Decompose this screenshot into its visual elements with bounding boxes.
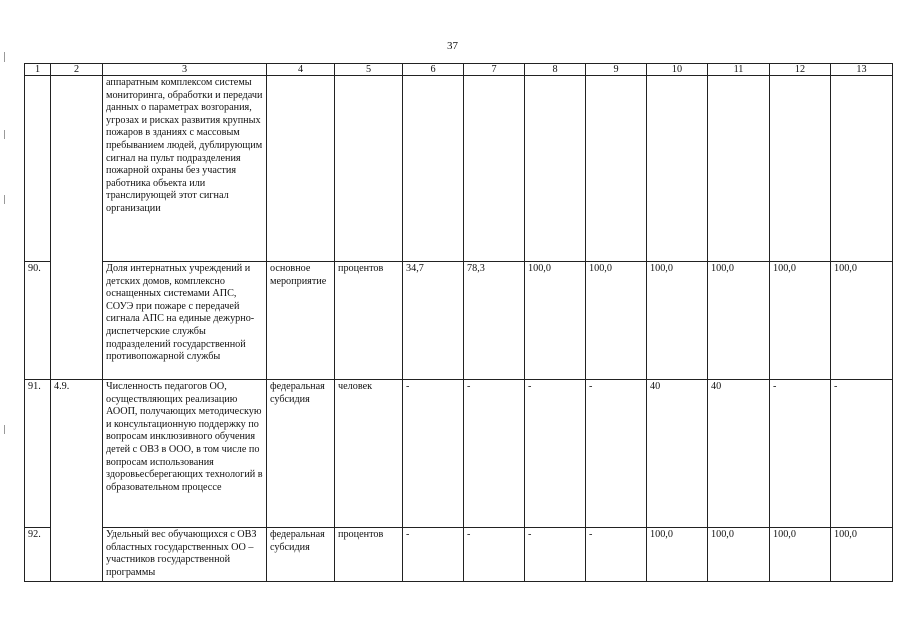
value-cell: - bbox=[770, 380, 831, 528]
page-number: 37 bbox=[447, 40, 458, 52]
row-number-cell bbox=[25, 76, 51, 262]
value-cell bbox=[586, 76, 647, 262]
value-cell: - bbox=[403, 380, 464, 528]
column-header: 7 bbox=[464, 64, 525, 76]
row-number-cell: 90. bbox=[25, 262, 51, 380]
scan-margin-mark bbox=[4, 195, 5, 204]
value-cell: 78,3 bbox=[464, 262, 525, 380]
value-cell bbox=[525, 76, 586, 262]
column-header: 4 bbox=[267, 64, 335, 76]
unit-cell bbox=[335, 76, 403, 262]
value-cell: 100,0 bbox=[708, 528, 770, 582]
indicators-table bbox=[24, 63, 893, 582]
value-cell: 100,0 bbox=[647, 262, 708, 380]
column-header: 3 bbox=[103, 64, 267, 76]
value-cell bbox=[708, 76, 770, 262]
column-header: 11 bbox=[708, 64, 770, 76]
value-cell: - bbox=[586, 528, 647, 582]
scan-margin-mark bbox=[4, 52, 5, 62]
value-cell: - bbox=[525, 528, 586, 582]
table-row bbox=[25, 262, 893, 380]
column-header: 6 bbox=[403, 64, 464, 76]
value-cell: - bbox=[831, 380, 893, 528]
value-cell: - bbox=[464, 528, 525, 582]
value-cell bbox=[403, 76, 464, 262]
funding-source-cell bbox=[267, 76, 335, 262]
value-cell bbox=[647, 76, 708, 262]
funding-source-cell: основное мероприятие bbox=[267, 262, 335, 380]
value-cell: 100,0 bbox=[770, 528, 831, 582]
indicator-name-cell: Численность педагогов ОО, осуществляющих реализацию АООП, получающих методическую и консультационную поддержку по вопросам инклюзивного обучения детей с ОВЗ в ООО, в том числе по вопросам использования здоровьесберегающих технологий в образовательном процессе bbox=[103, 380, 267, 528]
column-header: 8 bbox=[525, 64, 586, 76]
value-cell: - bbox=[525, 380, 586, 528]
unit-cell: процентов bbox=[335, 262, 403, 380]
section-cell bbox=[51, 76, 103, 380]
value-cell: - bbox=[586, 380, 647, 528]
scan-margin-mark bbox=[4, 130, 5, 139]
value-cell bbox=[770, 76, 831, 262]
table-row bbox=[25, 76, 893, 262]
header-row bbox=[25, 64, 893, 76]
unit-cell: человек bbox=[335, 380, 403, 528]
value-cell bbox=[464, 76, 525, 262]
table-row bbox=[25, 528, 893, 582]
value-cell: 100,0 bbox=[525, 262, 586, 380]
value-cell: 100,0 bbox=[831, 528, 893, 582]
row-number-cell: 92. bbox=[25, 528, 51, 582]
unit-cell: процентов bbox=[335, 528, 403, 582]
value-cell: - bbox=[403, 528, 464, 582]
value-cell: 100,0 bbox=[586, 262, 647, 380]
column-header: 5 bbox=[335, 64, 403, 76]
value-cell: 100,0 bbox=[831, 262, 893, 380]
table-row bbox=[25, 380, 893, 528]
indicator-name-cell: Удельный вес обучающихся с ОВЗ областных государственных ОО – участников государственной программы bbox=[103, 528, 267, 582]
value-cell: - bbox=[464, 380, 525, 528]
column-header: 2 bbox=[51, 64, 103, 76]
column-header: 1 bbox=[25, 64, 51, 76]
column-header: 10 bbox=[647, 64, 708, 76]
value-cell: 40 bbox=[708, 380, 770, 528]
column-header: 13 bbox=[831, 64, 893, 76]
value-cell: 100,0 bbox=[770, 262, 831, 380]
value-cell: 34,7 bbox=[403, 262, 464, 380]
value-cell: 100,0 bbox=[708, 262, 770, 380]
section-cell: 4.9. bbox=[51, 380, 103, 582]
column-header: 12 bbox=[770, 64, 831, 76]
value-cell: 40 bbox=[647, 380, 708, 528]
column-header: 9 bbox=[586, 64, 647, 76]
indicator-name-cell: аппаратным комплексом системы мониторинга, обработки и передачи данных о параметрах возгорания, угрозах и рисках развития крупных пожаров в зданиях с массовым пребыванием людей, дублирующим сигнал на пульт подразделения пожарной охраны без участия работника объекта или транслирующей этот сигнал организации bbox=[103, 76, 267, 262]
funding-source-cell: федеральная субсидия bbox=[267, 528, 335, 582]
value-cell: 100,0 bbox=[647, 528, 708, 582]
row-number-cell: 91. bbox=[25, 380, 51, 528]
scan-margin-mark bbox=[4, 425, 5, 434]
indicator-name-cell: Доля интернатных учреждений и детских домов, комплексно оснащенных системами АПС, СОУЭ при пожаре с передачей сигнала АПС на единые дежурно-диспетчерские службы подразделений государственной противопожарной службы bbox=[103, 262, 267, 380]
funding-source-cell: федеральная субсидия bbox=[267, 380, 335, 528]
value-cell bbox=[831, 76, 893, 262]
